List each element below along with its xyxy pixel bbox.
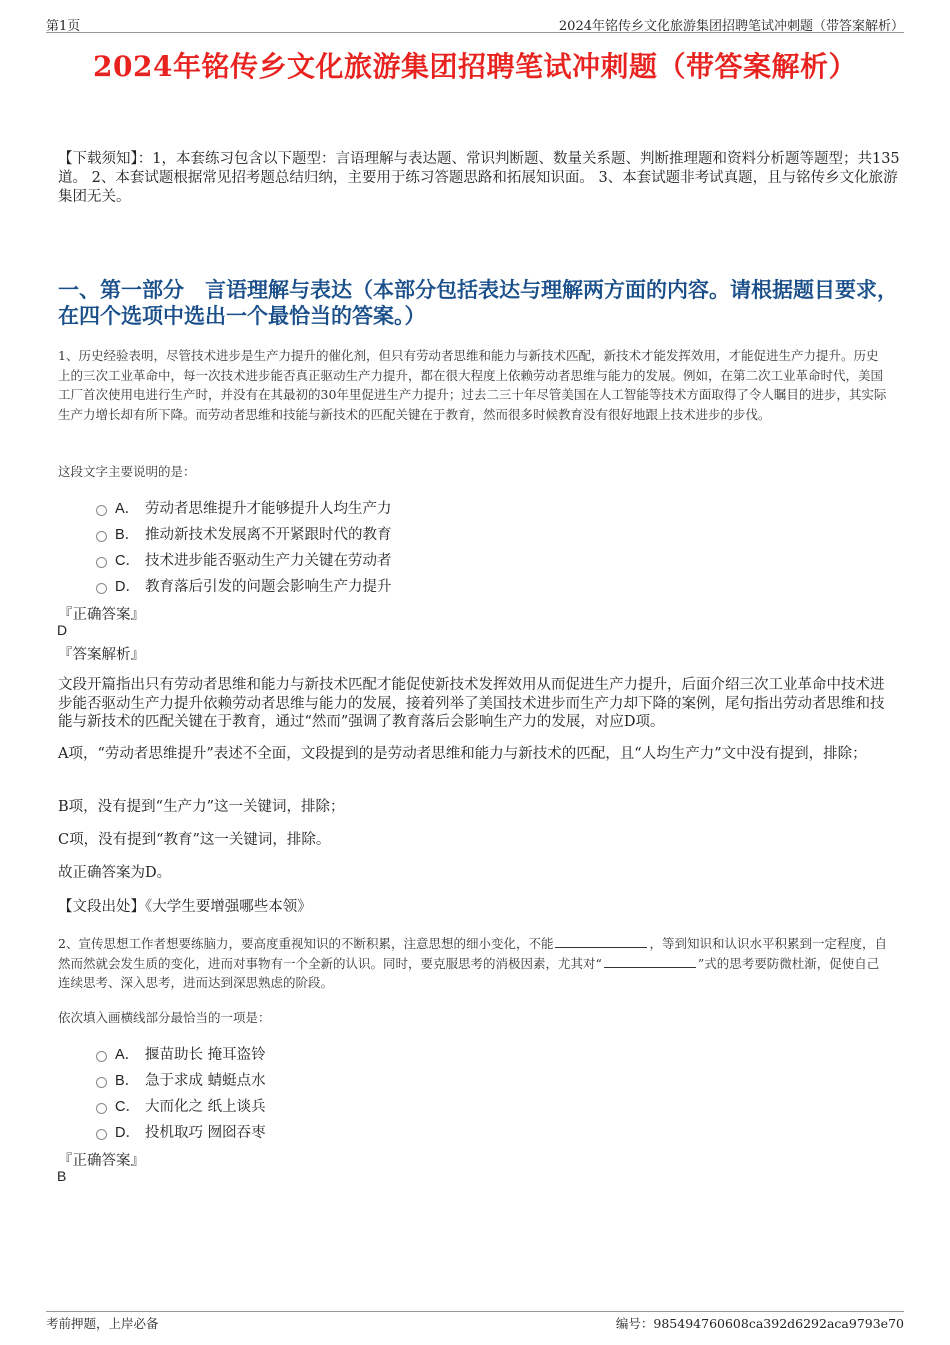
question-1-option-c[interactable]: [96, 546, 392, 572]
question-2-text-part: ”式的思考要防微杜渐，促使自己连续思考、深入思考，进而达到深思熟虑的阶段。: [58, 955, 880, 990]
page-number: 第1页: [46, 19, 81, 34]
option-letter: C．: [115, 552, 140, 569]
radio-icon[interactable]: [96, 1129, 107, 1140]
question-1-answer: D: [57, 622, 68, 638]
question-2-option-d[interactable]: [96, 1118, 266, 1144]
footer-divider: [46, 1311, 904, 1312]
question-1-analysis-label: 『答案解析』: [58, 647, 145, 663]
option-letter: D．: [115, 578, 140, 595]
question-2-text-part: 2、宣传思想工作者想要练脑力，要高度重视知识的不断积累，注意思想的细小变化，不能: [58, 936, 554, 951]
question-2-answer-label: 『正确答案』: [58, 1153, 145, 1169]
question-2-option-b[interactable]: [96, 1066, 266, 1092]
option-letter: C．: [115, 1098, 140, 1115]
fill-blank[interactable]: [604, 955, 696, 968]
question-2-text-part: ，等到知识和认识水平积累到一定程度，自然而然就会发生质的变化，进而对事物有一个全新的认识。同时，要克服思考的消极因素，尤其对“: [58, 936, 887, 971]
question-1-text: 1、历史经验表明，尽管技术进步是生产力提升的催化剂，但只有劳动者思维和能力与新技术匹配，新技术才能发挥效用，才能促进生产力提升。历史上的三次工业革命中，每一次技术进步能否真正驱动生产力提升，都在很大程度上依赖劳动者思维与能力的发展。例如，在第二次工业革命时代，美国工厂首次使用电进行生产时，并没有在其最初的30年里促进生产力提升；过去二三十年尽管美国在人工智能等技术方面取得了令人瞩目的进步，其实际生产力增长却有所下降。而劳动者思维和技能与新技术的匹配关键在于教育，然而很多时候教育没有很好地跟上技术进步的步伐。: [58, 348, 887, 422]
question-2-prompt: 依次填入画横线部分最恰当的一项是：: [58, 1010, 271, 1025]
footer-slogan: 考前押题，上岸必备: [46, 1316, 159, 1331]
radio-icon[interactable]: [96, 557, 107, 568]
question-2-option-a[interactable]: [96, 1040, 266, 1066]
radio-icon[interactable]: [96, 583, 107, 594]
section-title: 一、第一部分 言语理解与表达（本部分包括表达与理解两方面的内容。请根据题目要求，在四个选项中选出一个最恰当的答案。）: [58, 277, 898, 328]
download-notice: 【下载须知】：1，本套练习包含以下题型：言语理解与表达题、常识判断题、数量关系题、判断推理题和资料分析题等题型；共135道。 2、本套试题根据常见招考题总结归纳，主要用于练习答题思路和拓展知识面。 3、本套试题非考试真题，且与铭传乡文化旅游集团无关。: [58, 151, 900, 205]
option-letter: A．: [115, 500, 140, 517]
radio-icon[interactable]: [96, 1051, 107, 1062]
question-1-option-a[interactable]: [96, 494, 392, 520]
option-text: 揠苗助长 掩耳盗铃: [145, 1046, 266, 1063]
running-header: 2024年铭传乡文化旅游集团招聘笔试冲刺题（带答案解析）: [558, 19, 904, 34]
option-text: 技术进步能否驱动生产力关键在劳动者: [145, 552, 392, 569]
option-letter: B．: [115, 526, 140, 543]
header-divider: [46, 32, 904, 33]
option-text: 教育落后引发的问题会影响生产力提升: [145, 578, 392, 595]
question-1-option-d[interactable]: [96, 572, 392, 598]
analysis-paragraph: A项，“劳动者思维提升”表述不全面，文段提到的是劳动者思维和能力与新技术的匹配，且“人均生产力”文中没有提到，排除；: [58, 746, 867, 762]
option-text: 推动新技术发展离不开紧跟时代的教育: [145, 526, 392, 543]
fill-blank[interactable]: [555, 935, 647, 948]
option-letter: B．: [115, 1072, 140, 1089]
option-letter: A．: [115, 1046, 140, 1063]
radio-icon[interactable]: [96, 531, 107, 542]
question-1-source: 【文段出处】《大学生要增强哪些本领》: [58, 899, 312, 915]
question-1-option-b[interactable]: [96, 520, 392, 546]
option-text: 急于求成 蜻蜓点水: [145, 1072, 266, 1089]
document-code: 编号：985494760608ca392d6292aca9793e70: [615, 1316, 904, 1331]
question-1-prompt: 这段文字主要说明的是：: [58, 464, 196, 479]
analysis-paragraph: B项，没有提到“生产力”这一关键词，排除；: [58, 799, 345, 815]
option-text: 投机取巧 囫囵吞枣: [145, 1124, 266, 1141]
question-2-answer: B: [57, 1168, 67, 1184]
question-2-option-c[interactable]: [96, 1092, 266, 1118]
question-2-options: [96, 1040, 266, 1144]
analysis-paragraph: 文段开篇指出只有劳动者思维和能力与新技术匹配才能促使新技术发挥效用从而促进生产力提升，后面介绍三次工业革命中技术进步能否驱动生产力提升依赖劳动者思维与能力的发展，接着列举了美国技术进步而生产力却下降的案例，尾句指出劳动者思维和技能与新技术的匹配关键在于教育，通过“然而”强调了教育落后会影响生产力的发展，对应D项。: [58, 677, 885, 730]
radio-icon[interactable]: [96, 505, 107, 516]
document-title: 2024年铭传乡文化旅游集团招聘笔试冲刺题（带答案解析）: [93, 50, 857, 83]
analysis-paragraph: C项，没有提到“教育”这一关键词，排除。: [58, 832, 331, 848]
radio-icon[interactable]: [96, 1103, 107, 1114]
option-letter: D．: [115, 1124, 140, 1141]
option-text: 劳动者思维提升才能够提升人均生产力: [145, 500, 392, 517]
question-2-text: [58, 934, 888, 993]
question-1-answer-label: 『正确答案』: [58, 607, 145, 623]
radio-icon[interactable]: [96, 1077, 107, 1088]
question-1-options: [96, 494, 392, 598]
option-text: 大而化之 纸上谈兵: [145, 1098, 266, 1115]
analysis-paragraph: 故正确答案为D。: [58, 865, 172, 881]
